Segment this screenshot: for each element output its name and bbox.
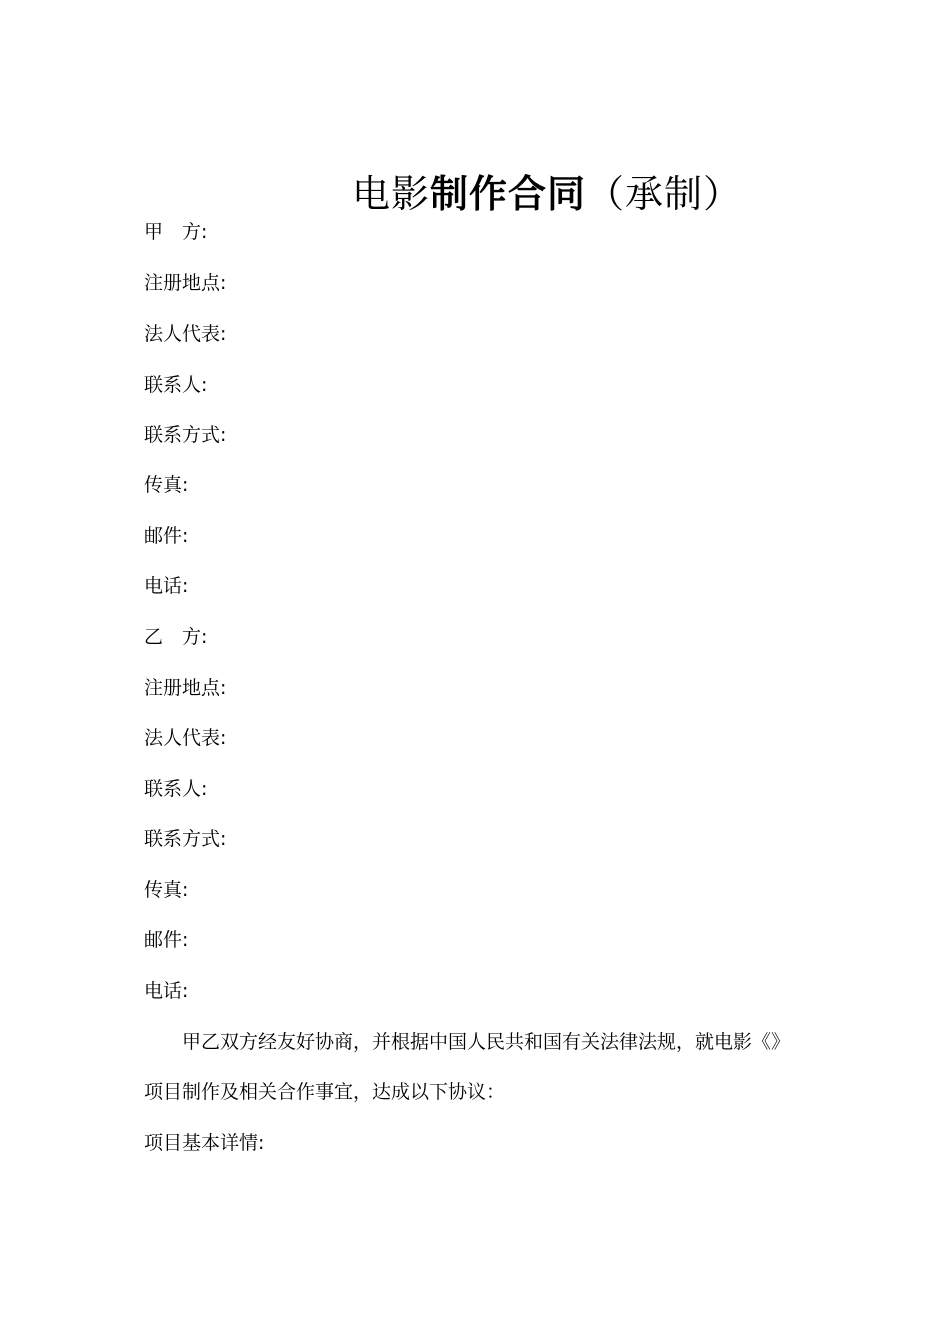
party-b-fax: 传真: — [144, 879, 189, 901]
document-title — [352, 168, 742, 220]
party-a-contact-person: 联系人: — [144, 374, 208, 396]
party-a-contact-method: 联系方式: — [144, 424, 227, 446]
party-a-registered-address: 注册地点: — [144, 272, 227, 294]
title-bold: 制作合同 — [430, 172, 587, 216]
intro-paragraph-line1: 甲乙双方经友好协商，并根据中国人民共和国有关法律法规，就电影《》 — [182, 1031, 791, 1053]
party-a-legal-rep: 法人代表: — [144, 323, 227, 345]
party-b-contact-person: 联系人: — [144, 778, 208, 800]
intro-paragraph-line2: 项目制作及相关合作事宜，达成以下协议： — [144, 1081, 506, 1103]
party-b-phone: 电话: — [144, 980, 189, 1002]
party-a-email: 邮件: — [144, 525, 189, 547]
project-details-heading: 项目基本详情: — [144, 1132, 265, 1154]
title-suffix: （承制） — [586, 172, 743, 216]
party-a-phone: 电话: — [144, 575, 189, 597]
party-a-label: 甲 方: — [144, 221, 208, 243]
party-b-label: 乙 方: — [144, 626, 208, 648]
party-a-fax: 传真: — [144, 474, 189, 496]
party-b-contact-method: 联系方式: — [144, 828, 227, 850]
party-b-legal-rep: 法人代表: — [144, 727, 227, 749]
party-b-email: 邮件: — [144, 929, 189, 951]
party-b-registered-address: 注册地点: — [144, 677, 227, 699]
title-regular: 电影 — [352, 172, 431, 216]
